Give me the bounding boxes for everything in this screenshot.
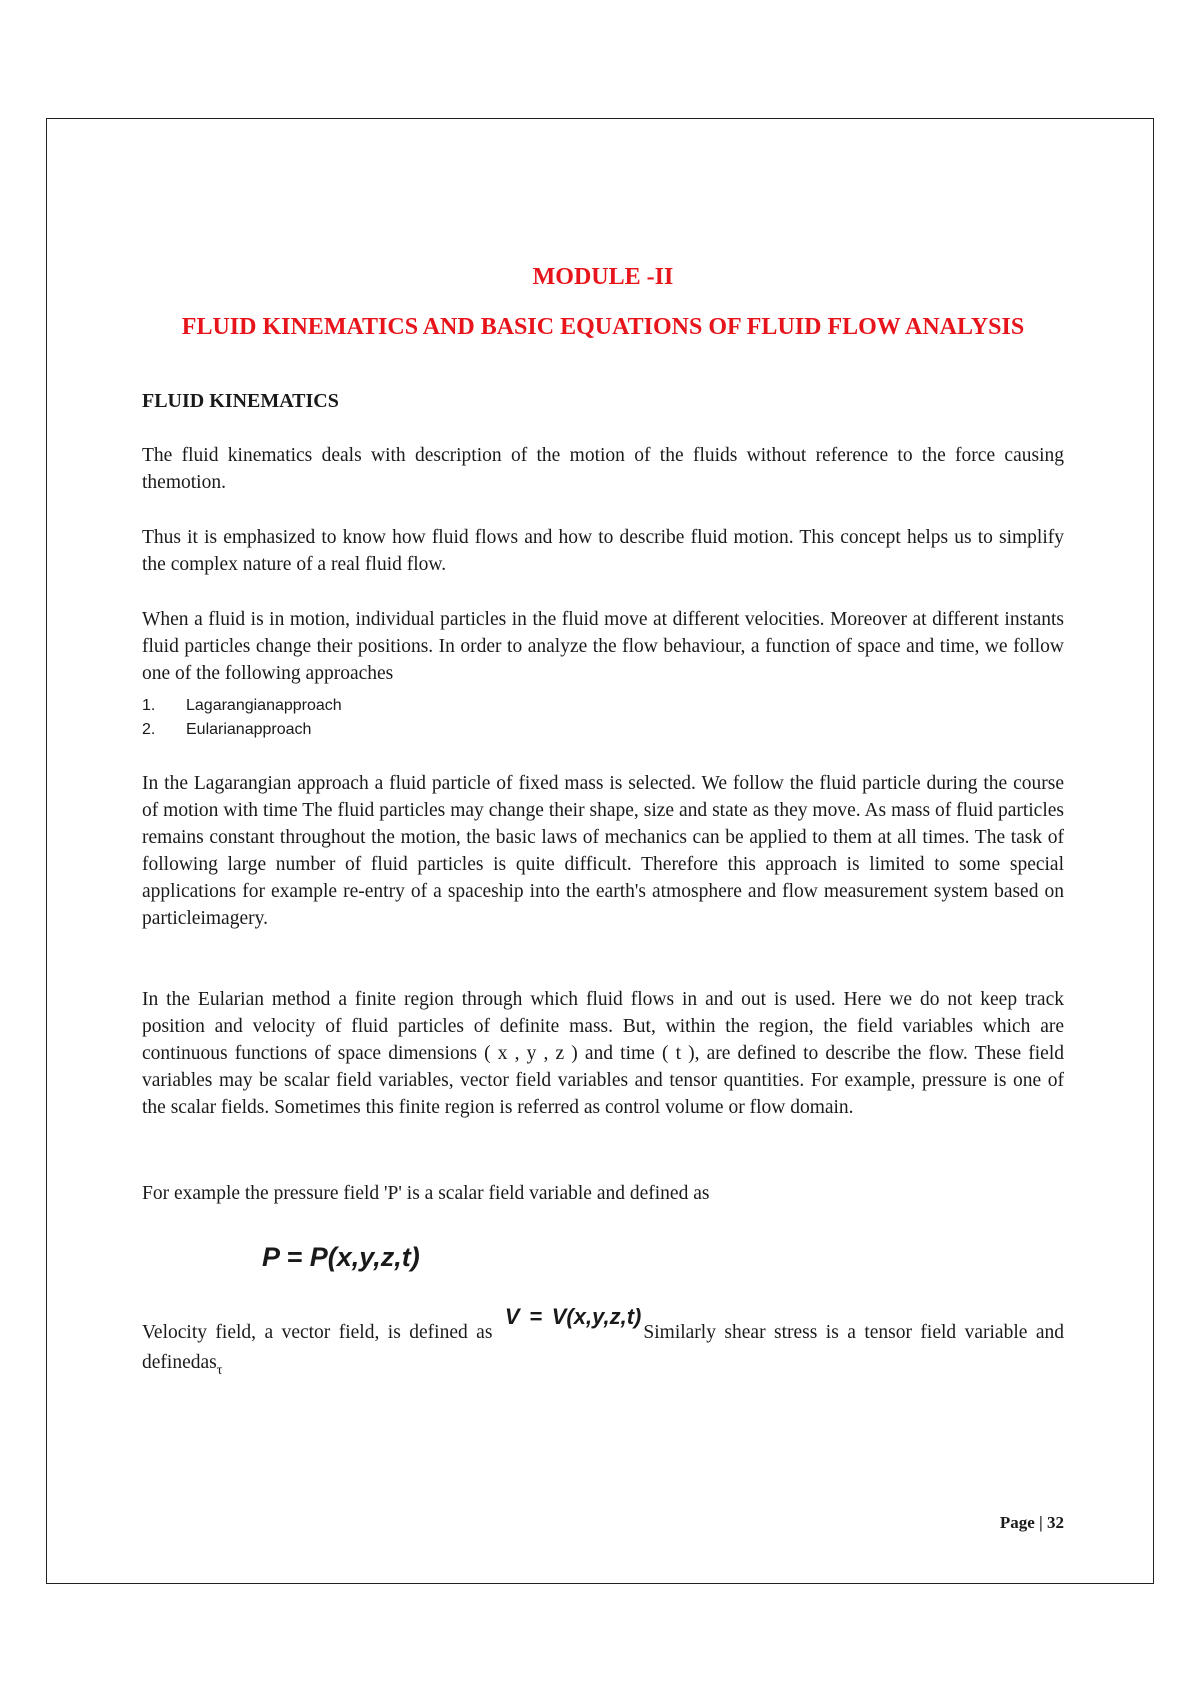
- velocity-text: Velocity field, a vector field, is defined as: [142, 1322, 493, 1343]
- list-text: Eularianapproach: [186, 721, 312, 738]
- section-heading: FLUID KINEMATICS: [142, 390, 339, 412]
- page-number: Page | 32: [999, 1513, 1064, 1532]
- paragraph-velocity-field: [142, 1304, 1064, 1380]
- velocity-equation: V = V(x,y,z,t): [504, 1304, 642, 1329]
- pressure-equation: P = P(x,y,z,t): [262, 1242, 420, 1272]
- approach-list: [142, 694, 742, 742]
- paragraph-pressure-field: For example the pressure field 'P' is a scalar field variable and defined as: [142, 1183, 710, 1204]
- list-item: [142, 718, 742, 742]
- paragraph-eularian: In the Eularian method a finite region through which fluid flows in and out is used. Here we do not keep track position and velocity of fluid particles of definite mass. But, within the region, the field variables which are continuous functions of space dimensions ( x , y , z ) and time ( t ), are defined to describe the flow. These field variables may be scalar field variables, vector field variables and tensor quantities. For example, pressure is one of the scalar fields. Sometimes this finite region is referred as control volume or flow domain.: [142, 989, 1064, 1118]
- paragraph-lagrangian: In the Lagarangian approach a fluid particle of fixed mass is selected. We follow the fluid particle during the course of motion with time The fluid particles may change their shape, size and state as they move. As mass of fluid particles remains constant throughout the motion, the basic laws of mechanics can be applied to them at all times. The task of following large number of fluid particles is quite difficult. Therefore this approach is limited to some special applications for example re-entry of a spaceship into the earth's atmosphere and flow measurement system based on particleimagery.: [142, 773, 1064, 929]
- tau-symbol: τ: [216, 1363, 223, 1378]
- list-number: 1.: [142, 697, 156, 714]
- main-title: FLUID KINEMATICS AND BASIC EQUATIONS OF FLUID FLOW ANALYSIS: [181, 314, 1025, 340]
- paragraph-definition: The fluid kinematics deals with description of the motion of the fluids without reference to the force causing themotion.: [142, 445, 1064, 493]
- module-title: MODULE -II: [532, 264, 674, 290]
- list-text: Lagarangianapproach: [186, 697, 342, 714]
- paragraph-emphasis: Thus it is emphasized to know how fluid flows and how to describe fluid motion. This concept helps us to simplify the complex nature of a real fluid flow.: [142, 527, 1064, 575]
- shear-stress-text: Similarly shear stress is a tensor field variable and definedas: [142, 1322, 1064, 1373]
- list-number: 2.: [142, 721, 156, 738]
- list-item: [142, 694, 742, 718]
- paragraph-motion: When a fluid is in motion, individual particles in the fluid move at different velocities. Moreover at different instants fluid particles change their positions. In order to analyze the flow behaviour, a function of space and time, we follow one of the following approaches: [142, 609, 1064, 684]
